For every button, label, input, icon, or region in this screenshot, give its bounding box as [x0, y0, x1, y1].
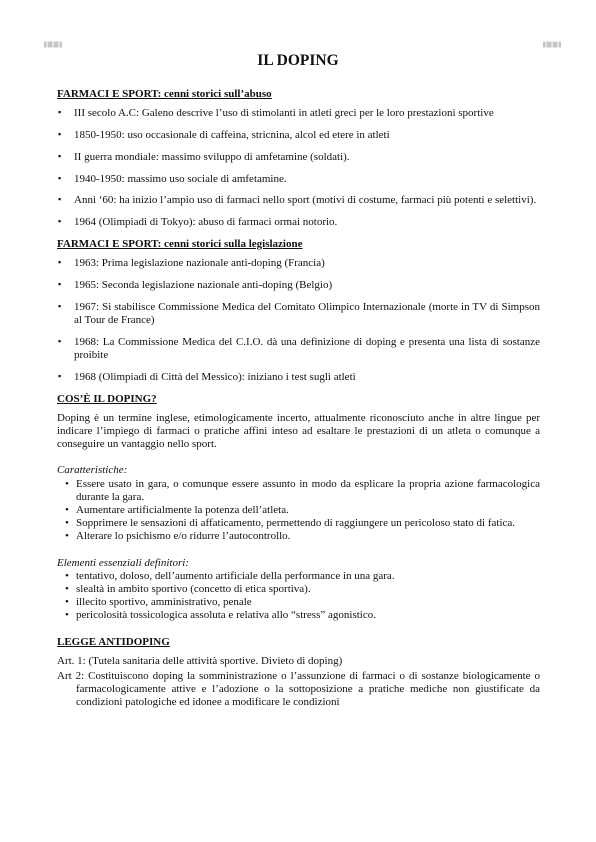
list-item: ▪ 1968 (Olimpiadi di Città del Messico): iniziano i test sugli atleti — [58, 370, 356, 383]
bullet-icon: • — [65, 583, 69, 596]
list-item: • slealtà in ambito sportivo (concetto di etica sportiva). — [65, 583, 311, 596]
bullet-icon: • — [65, 596, 69, 609]
page-title: IL DOPING — [257, 52, 339, 69]
list-item: • illecito sportivo, amministrativo, penale — [65, 596, 252, 609]
list-item: ▪ 1963: Prima legislazione nazionale anti-doping (Francia) — [58, 257, 325, 270]
corner-mark-left: ||||||||||||||| — [44, 42, 63, 48]
list-item: ▪ 1940-1950: massimo uso sociale di amfetamine. — [58, 172, 287, 185]
article-2: Art 2: Costituiscono doping la somministrazione o l’assunzione di farmaci o di sostanze biologicamente o farmacologicamente attive e l’adozione o la sottoposizione a pratiche mediche non giustificate da condizioni patologiche ed idonee a modificare le condizioni — [57, 670, 540, 709]
paragraph-definizione: Doping è un termine inglese, etimologicamente incerto, attualmente riconosciuto anche in altre lingue per indicare l’impiego di farmaci o pratiche affini inteso ad esaltare le prestazioni di un atleta o comunque a conseguire un vantaggio nello sport. — [57, 411, 540, 451]
bullet-icon: ▪ — [58, 257, 62, 268]
list-item: ▪ 1967: Si stabilisce Commissione Medica del Comitato Olimpico Internazionale (morte in TV di Simpson al Tour de France) — [58, 300, 540, 326]
section-heading-legge: LEGGE ANTIDOPING — [57, 635, 170, 648]
list-item: • Sopprimere le sensazioni di affaticamento, permettendo di raggiungere un pericoloso stato di fatica. — [65, 517, 516, 530]
list-abuso — [57, 107, 540, 229]
list-item: ▪ 1965: Seconda legislazione nazionale anti-doping (Belgio) — [58, 278, 333, 291]
bullet-icon: ▪ — [58, 370, 62, 381]
list-item: ▪ 1850-1950: uso occasionale di caffeina, stricnina, alcol ed etere in atleti — [58, 129, 390, 141]
list-item: ▪ 1968: La Commissione Medica del C.I.O. dà una definizione di doping e presenta una lista di sostanze proibite — [58, 335, 540, 361]
list-item: ▪ II guerra mondiale: massimo sviluppo di amfetamine (soldati). — [58, 150, 350, 163]
corner-mark-right: ||||||||||||||| — [543, 42, 562, 48]
bullet-icon: • — [65, 477, 69, 490]
bullet-icon: ▪ — [58, 172, 62, 183]
bullet-icon: • — [65, 609, 69, 622]
list-item: • Essere usato in gara, o comunque essere assunto in modo da esplicare la propria azione farmacologica durante la gara. — [65, 477, 540, 503]
section-heading-abuso: FARMACI E SPORT: cenni storici sull’abuso — [57, 88, 272, 100]
elementi-label: Elementi essenziali definitori: — [57, 556, 189, 569]
list-item: • Alterare lo psichismo e/o ridurre l’autocontrollo. — [65, 530, 291, 543]
list-item: • pericolosità tossicologica assoluta e relativa allo “stress” agonistico. — [65, 609, 376, 622]
section-heading-cose: COS’È IL DOPING? — [57, 392, 157, 405]
bullet-icon: ▪ — [58, 278, 62, 289]
list-elementi — [57, 570, 540, 623]
list-legislazione — [57, 257, 540, 384]
bullet-icon: ▪ — [58, 194, 62, 205]
list-item: • Aumentare artificialmente la potenza dell’atleta. — [65, 504, 289, 516]
list-item: • tentativo, doloso, dell’aumento artificiale della performance in una gara. — [65, 569, 395, 582]
article-1: Art. 1: (Tutela sanitaria delle attività sportive. Divieto di doping) — [57, 654, 343, 667]
document-body — [57, 88, 540, 710]
bullet-icon: ▪ — [58, 150, 62, 161]
bullet-icon: • — [65, 504, 69, 516]
bullet-icon: ▪ — [58, 300, 62, 311]
bullet-icon: ▪ — [58, 335, 62, 346]
list-item: ▪ 1964 (Olimpiadi di Tokyo): abuso di farmaci ormai notorio. — [58, 216, 338, 229]
bullet-icon: ▪ — [58, 107, 62, 118]
bullet-icon: ▪ — [58, 216, 62, 227]
bullet-icon: • — [65, 530, 69, 543]
bullet-icon: • — [65, 569, 69, 582]
list-caratteristiche — [57, 478, 540, 544]
bullet-icon: • — [65, 517, 69, 530]
section-heading-legislazione: FARMACI E SPORT: cenni storici sulla legislazione — [57, 237, 303, 250]
list-item: ▪ III secolo A.C: Galeno descrive l’uso di stimolanti in atleti greci per le loro prestazioni sportive — [58, 107, 494, 120]
bullet-icon: ▪ — [58, 129, 62, 139]
list-item: ▪ Anni ‘60: ha inizio l’ampio uso di farmaci nello sport (motivi di costume, farmaci più potenti e selettivi). — [58, 194, 537, 207]
caratteristiche-label: Caratteristiche: — [57, 464, 128, 477]
